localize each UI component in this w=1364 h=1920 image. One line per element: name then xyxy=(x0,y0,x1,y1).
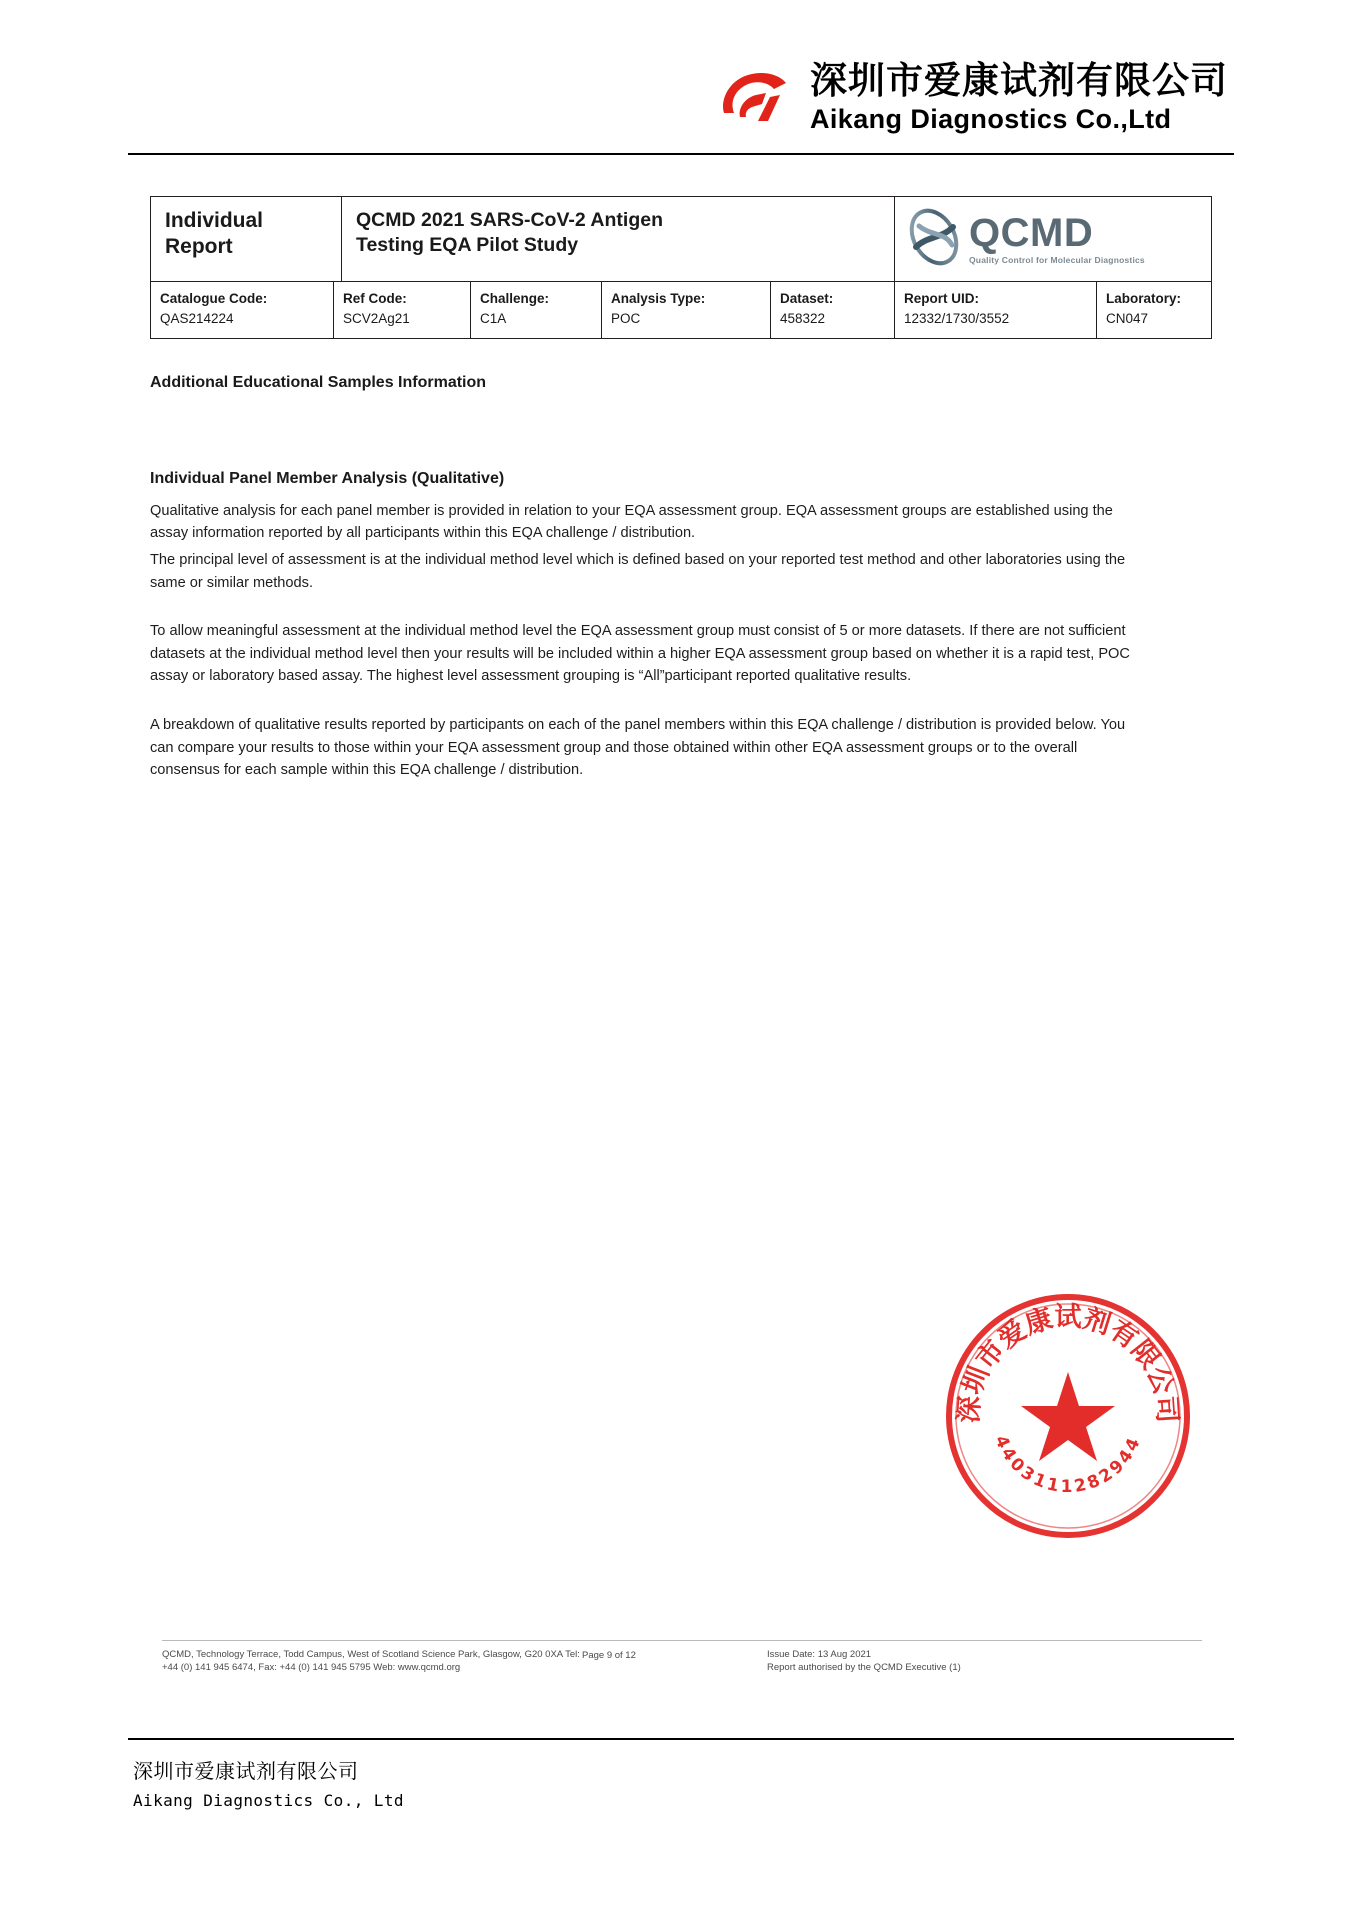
report-type-label: Individual Report xyxy=(165,209,264,259)
svg-text:深圳市爱康试剂有限公司: 深圳市爱康试剂有限公司 xyxy=(953,1302,1183,1424)
footer-page-number: Page 9 of 12 xyxy=(582,1650,636,1661)
educational-samples-heading: Additional Educational Samples Information xyxy=(150,373,487,391)
table-row xyxy=(151,197,1212,282)
study-title: QCMD 2021 SARS-CoV-2 Antigen Testing EQA Pilot Study xyxy=(356,209,663,257)
meta-cell-ref-code xyxy=(334,282,471,339)
page-letterhead xyxy=(128,52,1228,144)
meta-label: Report UID: xyxy=(904,291,979,306)
company-name-en: Aikang Diagnostics Co.,Ltd xyxy=(810,104,1172,135)
paragraph-2: The principal level of assessment is at the individual method level which is defined based on your reported test method and other laboratories using the same or similar methods. xyxy=(150,552,1126,591)
meta-label: Dataset: xyxy=(780,291,834,306)
footer-divider-bottom xyxy=(128,1738,1234,1740)
report-meta-table xyxy=(150,281,1212,339)
svg-text:4403111282944: 4403111282944 xyxy=(990,1432,1146,1497)
qcmd-swirl-icon xyxy=(903,206,965,273)
table-row xyxy=(151,282,1212,339)
meta-label: Challenge: xyxy=(480,291,550,306)
meta-value: C1A xyxy=(480,310,507,326)
meta-label: Analysis Type: xyxy=(611,291,706,306)
qcmd-tagline: Quality Control for Molecular Diagnostics xyxy=(969,255,1145,266)
report-body xyxy=(150,196,1212,782)
meta-label: Ref Code: xyxy=(343,291,407,306)
aikang-logo-icon xyxy=(718,67,792,129)
report-page-footer xyxy=(162,1640,1202,1675)
meta-cell-catalogue-code xyxy=(151,282,334,339)
section-heading: Individual Panel Member Analysis (Qualitative) xyxy=(150,469,505,487)
footer-authorisation: Report authorised by the QCMD Executive (1) xyxy=(767,1662,961,1674)
company-name-cn: 深圳市爱康试剂有限公司 xyxy=(810,59,1228,103)
bottom-letterhead xyxy=(133,1758,404,1812)
paragraph-1: Qualitative analysis for each panel member is provided in relation to your EQA assessment group. EQA assessment groups are established using the assay information reported by all participants within this EQA challenge / distribution. xyxy=(150,502,1113,542)
meta-cell-laboratory xyxy=(1097,282,1212,339)
report-type-cell xyxy=(151,197,342,282)
study-title-cell xyxy=(342,197,895,282)
qcmd-logo-cell xyxy=(895,197,1212,282)
meta-value: QAS214224 xyxy=(160,310,234,326)
meta-value: CN047 xyxy=(1106,310,1149,326)
company-seal-stamp xyxy=(940,1288,1196,1544)
meta-label: Laboratory: xyxy=(1106,291,1182,306)
meta-value: 12332/1730/3552 xyxy=(904,310,1010,326)
footer-divider xyxy=(162,1640,1202,1641)
header-divider xyxy=(128,153,1234,155)
bottom-company-name-en: Aikang Diagnostics Co., Ltd xyxy=(133,1791,404,1810)
meta-cell-challenge xyxy=(471,282,602,339)
meta-label: Catalogue Code: xyxy=(160,291,268,306)
meta-cell-report-uid xyxy=(895,282,1097,339)
footer-issue-info xyxy=(767,1648,1202,1675)
meta-cell-analysis-type xyxy=(602,282,771,339)
qcmd-wordmark: QCMD xyxy=(969,211,1094,256)
report-identity-table xyxy=(150,196,1212,282)
paragraph-3: To allow meaningful assessment at the individual method level the EQA assessment group must consist of 5 or more datasets. If there are not sufficient datasets at the individual method level then your results will be included within a higher EQA assessment group based on whether it is a rapid test, POC assay or laboratory based assay. The highest level assessment grouping is “All”participant reported qualitative results. xyxy=(150,623,1130,685)
footer-address: QCMD, Technology Terrace, Todd Campus, West of Scotland Science Park, Glasgow, G20 0XA Tel: +44 (0) 141 945 6474, Fax: +44 (0) 141 945 5795 Web: www.qcmd.org xyxy=(162,1649,580,1674)
meta-value: POC xyxy=(611,310,641,326)
footer-issue-date: Issue Date: 13 Aug 2021 xyxy=(767,1649,872,1660)
paragraph-4: A breakdown of qualitative results reported by participants on each of the panel members within this EQA challenge / distribution is provided below. You can compare your results to those within your EQA assessment group and those obtained within other EQA assessment groups or to the overall consensus for each sample within this EQA challenge / distribution. xyxy=(150,717,1126,779)
meta-value: 458322 xyxy=(780,310,826,326)
bottom-company-name-cn: 深圳市爱康试剂有限公司 xyxy=(133,1759,359,1783)
meta-cell-dataset xyxy=(771,282,895,339)
meta-value: SCV2Ag21 xyxy=(343,310,410,326)
